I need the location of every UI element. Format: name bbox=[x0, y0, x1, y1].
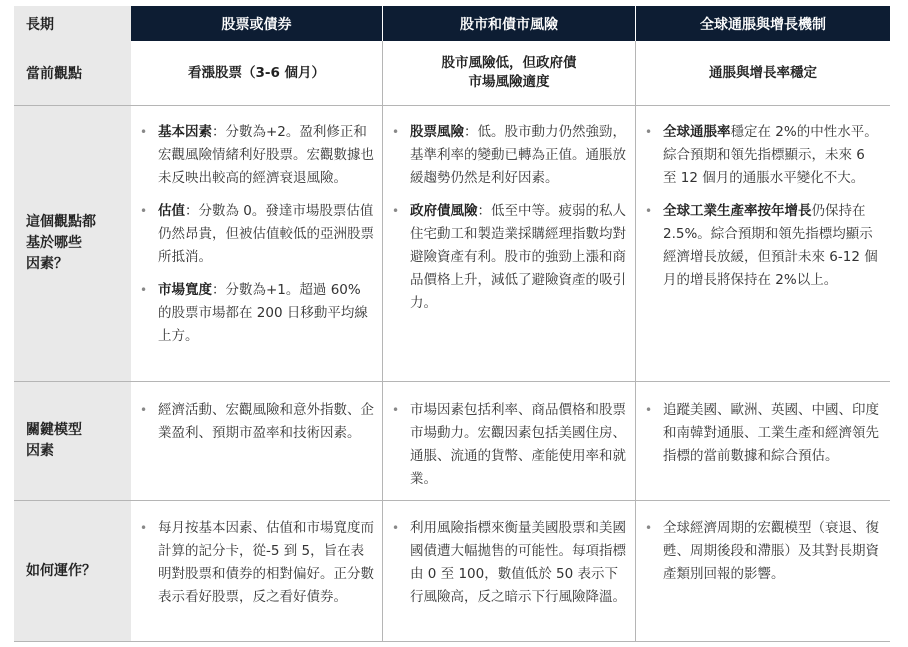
bullet-text: ：分數為 0。發達市場股票估值仍然昂貴，但被估值較低的亞洲股票所抵消。 bbox=[158, 203, 374, 265]
bullet-keyword: 市場寬度 bbox=[158, 282, 212, 298]
bullet-keyword: 全球工業生產率按年增長 bbox=[663, 203, 812, 219]
list-item: • 利用風險指標來衡量美國股票和美國國債遭大幅拋售的可能性。每項指標由 0 至 100，數值低於 50 表示下行風險高，反之暗示下行風險降溫。 bbox=[383, 517, 635, 609]
row-label-current-view: 當前觀點 bbox=[14, 41, 131, 105]
bullet-text: ：分數為+2。盈利修正和宏觀風險情緒利好股票。宏觀數據也未反映出較高的經濟衰退風險。 bbox=[158, 124, 374, 186]
row-label-how-it-works-text: 如何運作？ bbox=[26, 562, 96, 579]
list-item bbox=[383, 200, 635, 315]
bullet-keyword: 估值 bbox=[158, 203, 185, 219]
header-row bbox=[14, 6, 890, 41]
bullet-keyword: 股票風險 bbox=[410, 124, 464, 140]
bullet-text: ：分數為+1。超過 60%的股票市場都在 200 日移動平均線上方。 bbox=[158, 282, 368, 344]
factors-global-regime bbox=[636, 106, 890, 381]
models-global-regime bbox=[636, 382, 890, 500]
view-market-risk-line1: 股市風險低，但政府債 bbox=[441, 55, 577, 71]
view-stocks-or-bonds: 看漲股票（3-6 個月） bbox=[131, 41, 383, 105]
list-item bbox=[131, 279, 382, 348]
list-item: • 經濟活動、宏觀風險和意外指數、企業盈利、預期市盈率和技術因素。 bbox=[131, 399, 382, 445]
row-label-how-it-works bbox=[14, 501, 131, 641]
how-market-risk bbox=[383, 501, 636, 641]
bullet-keyword: 全球通脹率 bbox=[663, 124, 731, 140]
bullet-text: ：低。股市動力仍然強勁，基準利率的變動已轉為正值。通脹放緩趨勢仍然是利好因素。 bbox=[410, 124, 626, 186]
column-header-market-risk: 股市和債市風險 bbox=[383, 6, 636, 41]
view-global-regime: 通脹與增長率穩定 bbox=[709, 64, 817, 81]
list-item bbox=[636, 200, 890, 292]
list-item: • 全球經濟周期的宏觀模型（衰退、復甦、周期後段和滯脹）及其對長期資產類別回報的影響。 bbox=[636, 517, 890, 586]
factors-row bbox=[14, 106, 890, 382]
models-market-risk bbox=[383, 382, 636, 500]
view-market-risk bbox=[383, 41, 636, 105]
row-label-factors bbox=[14, 106, 131, 381]
header-label: 長期 bbox=[14, 6, 131, 41]
key-models-row bbox=[14, 382, 890, 501]
models-stocks-or-bonds bbox=[131, 382, 383, 500]
bullet-text: ：低至中等。疲弱的私人住宅動工和製造業採購經理指數均對避險資產有利。股市的強勁上漲和商品價格上升，減低了避險資產的吸引力。 bbox=[410, 203, 626, 311]
bullet-keyword: 基本因素 bbox=[158, 124, 212, 140]
row-label-key-models-text: 關鍵模型 因素 bbox=[26, 422, 82, 459]
bullet-text: 仍保持在 2.5%。綜合預期和領先指標均顯示經濟增長放緩，但預計未來 6-12 個月的增長將保持在 2%以上。 bbox=[663, 203, 878, 288]
how-it-works-row bbox=[14, 501, 890, 642]
row-label-factors-text: 這個觀點都 基於哪些 因素？ bbox=[26, 214, 96, 272]
factors-stocks-or-bonds bbox=[131, 106, 383, 381]
list-item bbox=[131, 200, 382, 269]
list-item: • 每月按基本因素、估值和市場寬度而計算的記分卡，從-5 到 5，旨在表明對股票和債券的相對偏好。正分數表示看好股票，反之看好債券。 bbox=[131, 517, 382, 609]
current-view-row bbox=[14, 41, 890, 106]
list-item bbox=[131, 121, 382, 190]
bullet-text: 穩定在 2%的中性水平。綜合預期和領先指標顯示，未來 6 至 12 個月的通脹水平變化不大。 bbox=[663, 124, 878, 186]
list-item: • 追蹤美國、歐洲、英國、中國、印度和南韓對通脹、工業生產和經濟領先指標的當前數據和綜合預估。 bbox=[636, 399, 890, 468]
factors-market-risk bbox=[383, 106, 636, 381]
list-item bbox=[383, 121, 635, 190]
how-global-regime bbox=[636, 501, 890, 641]
list-item: • 市場因素包括利率、商品價格和股票市場動力。宏觀因素包括美國住房、通脹、流通的貨幣、產能使用率和就業。 bbox=[383, 399, 635, 491]
view-market-risk-line2: 市場風險適度 bbox=[468, 74, 550, 90]
column-header-stocks-or-bonds: 股票或債券 bbox=[131, 6, 383, 41]
comparison-table bbox=[14, 6, 890, 642]
row-label-key-models bbox=[14, 382, 131, 500]
list-item bbox=[636, 121, 890, 190]
column-header-global-regime: 全球通脹與增長機制 bbox=[636, 6, 890, 41]
bullet-keyword: 政府債風險 bbox=[410, 203, 478, 219]
how-stocks-or-bonds bbox=[131, 501, 383, 641]
